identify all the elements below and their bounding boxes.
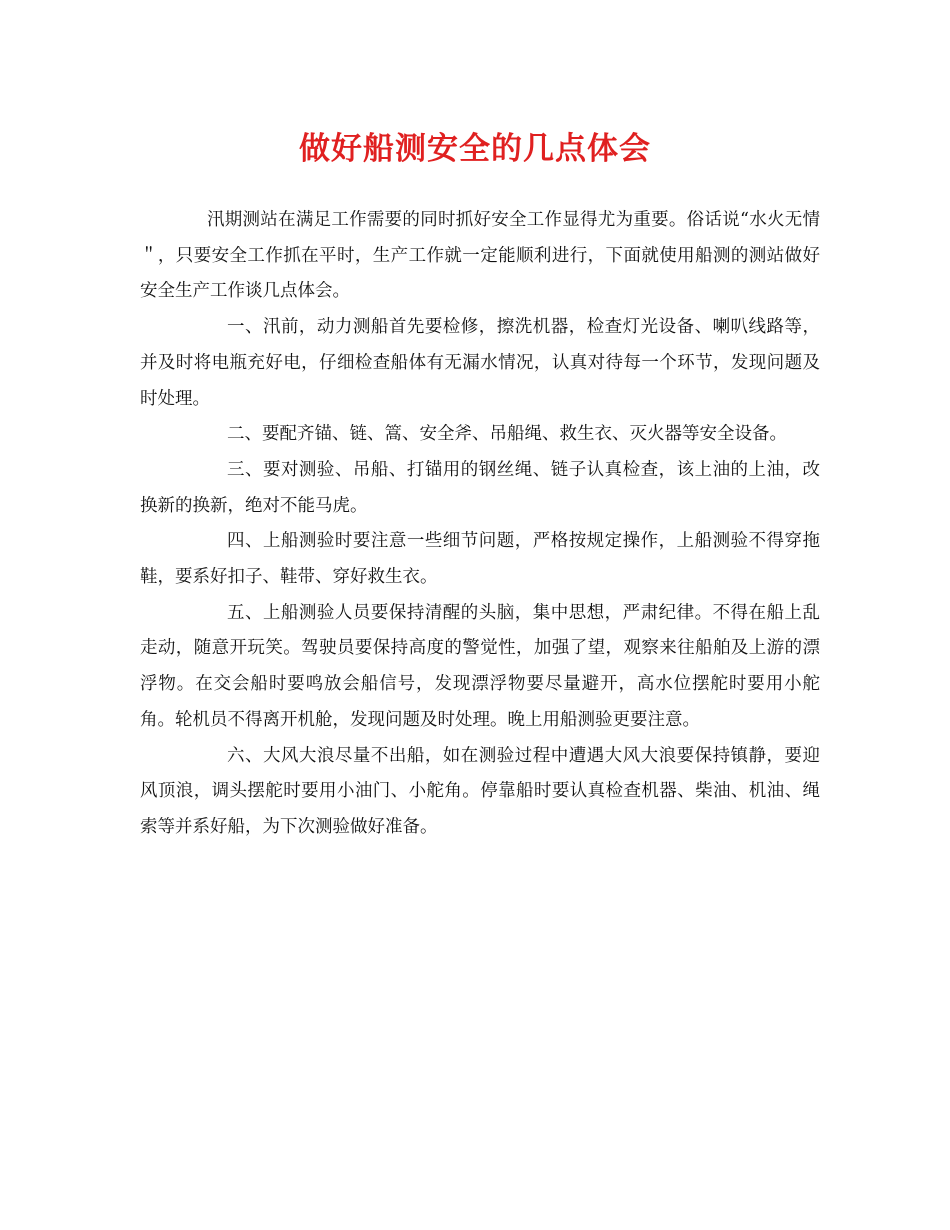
paragraph-item-4: 四、上船测验时要注意一些细节问题，严格按规定操作，上船测验不得穿拖鞋，要系好扣子、鞋带、穿好救生衣。 (140, 531, 820, 588)
intro-paragraph: 汛期测站在满足工作需要的同时抓好安全工作显得尤为重要。俗话说“水火无情＂，只要安全工作抓在平时，生产工作就一定能顺利进行，下面就使用船测的测站做好安全生产工作谈几点体会。 (140, 210, 820, 302)
paragraph-item-6: 六、大风大浪尽量不出船，如在测验过程中遭遇大风大浪要保持镇静，要迎风顶浪，调头摆舵时要用小油门、小舵角。停靠船时要认真检查机器、柴油、机油、绳索等并系好船，为下次测验做好准备。 (140, 745, 820, 837)
paragraph-item-5: 五、上船测验人员要保持清醒的头脑，集中思想，严肃纪律。不得在船上乱走动，随意开玩笑。驾驶员要保持高度的警觉性，加强了望，观察来往船舶及上游的漂浮物。在交会船时要鸣放会船信号，发现漂浮物要尽量避开，高水位摆舵时要用小舵角。轮机员不得离开机舱，发现问题及时处理。晚上用船测验更要注意。 (140, 602, 820, 730)
document-body (140, 203, 820, 846)
paragraph-item-1: 一、汛前，动力测船首先要检修，擦洗机器，检查灯光设备、喇叭线路等，并及时将电瓶充好电，仔细检查船体有无漏水情况，认真对待每一个环节，发现问题及时处理。 (140, 317, 820, 409)
paragraph-item-3: 三、要对测验、吊船、打锚用的钢丝绳、链子认真检查，该上油的上油，改换新的换新，绝对不能马虎。 (140, 459, 820, 516)
paragraph-item-2: 二、要配齐锚、链、篙、安全斧、吊船绳、救生衣、灭火器等安全设备。 (227, 424, 787, 445)
document-title: 做好船测安全的几点体会 (299, 131, 651, 167)
